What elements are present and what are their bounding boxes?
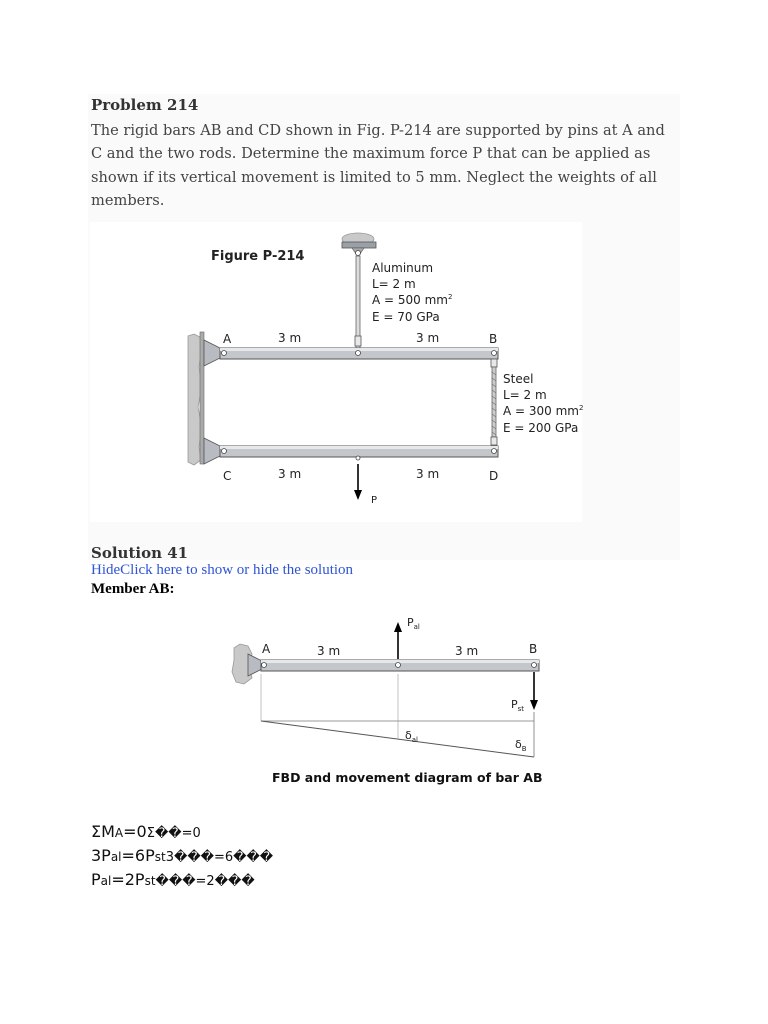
dim-ab-left: 3 m — [278, 331, 302, 345]
aluminum-name: Aluminum — [372, 261, 434, 275]
aluminum-modulus: E = 70 GPa — [372, 310, 440, 324]
label-pst: $P_{st}$ — [511, 698, 525, 713]
dim-right: 3 m — [455, 644, 479, 658]
dim-ab-right: 3 m — [416, 331, 440, 345]
equation-force-relation: Pal=2Pst���=2��� — [91, 870, 255, 889]
problem-statement: The rigid bars AB and CD shown in Fig. P-214 are supported by pins at A and C and the two rods. Determine the maximum force P that can be applied as shown if its vertical movement is limited to 5 mm. Neglect the weights of all members. — [91, 122, 665, 209]
aluminum-rod — [355, 256, 361, 348]
dim-cd-left: 3 m — [278, 467, 302, 481]
member-ab-heading: Member AB: — [91, 581, 175, 597]
figure-fbd-ab — [228, 608, 548, 790]
label-a: A — [262, 642, 271, 656]
steel-modulus: E = 200 GPa — [503, 421, 579, 435]
label-p: P — [371, 495, 378, 506]
steel-area: A = 300 $mm^2$ — [503, 404, 584, 418]
bar-ab — [220, 348, 498, 359]
toggle-solution-link[interactable]: HideClick here to show or hide the solution — [91, 562, 354, 578]
steel-length: L= 2 m — [503, 388, 547, 402]
steel-rod — [491, 359, 497, 445]
problem-title: Problem 214 — [91, 96, 199, 114]
label-delta-b: $\delta_B$ — [515, 738, 527, 753]
figure-p214 — [90, 222, 582, 522]
label-pal: $P_{al}$ — [407, 616, 420, 631]
dim-cd-right: 3 m — [416, 467, 440, 481]
label-a: A — [223, 332, 232, 346]
figure-caption: FBD and movement diagram of bar AB — [272, 770, 543, 785]
solution-title: Solution 41 — [91, 544, 189, 562]
dim-left: 3 m — [317, 644, 341, 658]
figure-title: Figure P-214 — [211, 249, 305, 264]
aluminum-length: L= 2 m — [372, 277, 416, 291]
aluminum-area: A = 500 $mm^2$ — [372, 293, 453, 307]
label-delta-al: $\delta_{al}$ — [405, 729, 418, 744]
label-d: D — [489, 469, 499, 483]
label-b: B — [489, 332, 498, 346]
equation-moment-sum: ΣMA=0Σ��=0 — [91, 822, 201, 841]
label-c: C — [223, 469, 232, 483]
label-b: B — [529, 642, 538, 656]
equation-moment-balance: 3Pal=6Pst3���=6��� — [91, 846, 274, 865]
bar-ab — [261, 660, 539, 671]
steel-name: Steel — [503, 372, 534, 386]
